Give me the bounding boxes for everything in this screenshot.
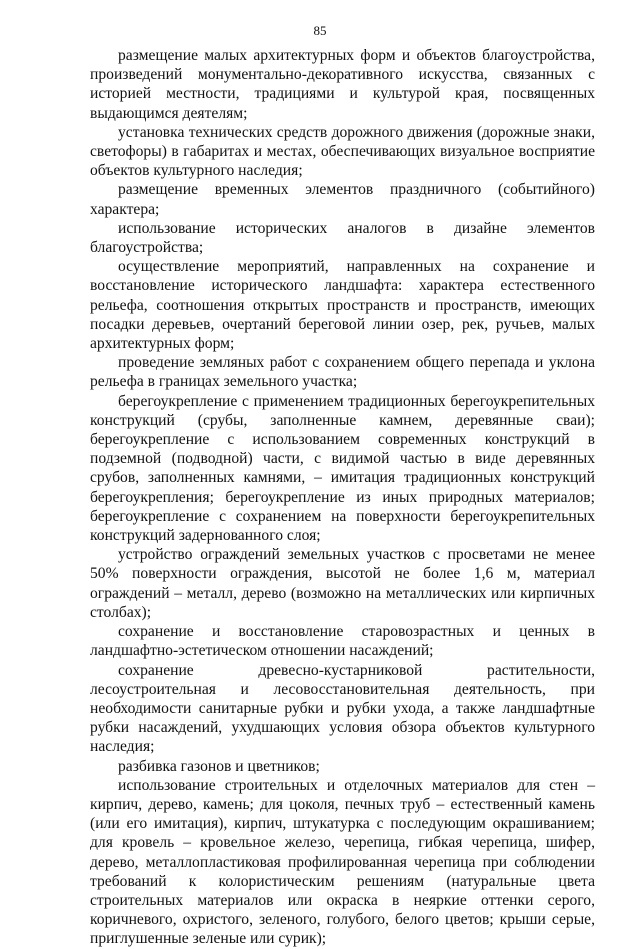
document-body [90, 46, 595, 949]
paragraph-earthworks: проведение земляных работ с сохранением общего перепада и уклона рельефа в границах земельного участка; [90, 354, 595, 391]
paragraph-lawns-flowerbeds: разбивка газонов и цветников; [118, 757, 320, 775]
paragraph-historical-landscape: осуществление мероприятий, направленных на сохранение и восстановление исторического ландшафта: характера естественного рельефа, соотношения открытых пространств и пространств, имеющих посадки деревьев, очертаний береговой линии озер, рек, ручьев, малых архитектурных форм; [90, 258, 595, 353]
paragraph-old-plantings: сохранение и восстановление старовозрастных и ценных в ландшафтно-эстетическом отношении насаждений; [90, 623, 595, 660]
paragraph-tree-shrub-vegetation: сохранение древесно-кустарниковой растительности, лесоустроительная и лесовосстановительная деятельность, при необходимости санитарные рубки и рубки ухода, а также ландшафтные рубки насаждений, ухудшающих условия обзора объектов культурного наследия; [90, 661, 595, 756]
paragraph-small-architectural-forms: размещение малых архитектурных форм и объектов благоустройства, произведений монументально-декоративного искусства, связанных с историей местности, традициями и культурой края, посвященных выдающимся деятелям; [90, 47, 595, 122]
page-number: 85 [313, 23, 327, 38]
paragraph-fencing: устройство ограждений земельных участков с просветами не менее 50% поверхности ограждения, высотой не более 1,6 м, материал ограждений – металл, дерево (возможно на металлических или кирпичных столбах); [90, 546, 595, 621]
paragraph-bank-protection: берегоукрепление с применением традиционных берегоукрепительных конструкций (срубы, заполненные камнем, деревянные сваи); берегоукрепление с использованием современных конструкций в подземной (подводной) части, с видимой частью в виде деревянных срубов, заполненных камнями, – имитация традиционных конструкций берегоукрепления; берегоукрепление из иных природных материалов; берегоукрепление с сохранением на поверхности берегоукрепительных конструкций задернованного слоя; [90, 392, 595, 545]
paragraph-traffic-control-devices: установка технических средств дорожного движения (дорожные знаки, светофоры) в габаритах и местах, обеспечивающих визуальное восприятие объектов культурного наследия; [90, 123, 595, 180]
paragraph-historical-analogues: использование исторических аналогов в дизайне элементов благоустройства; [90, 219, 595, 257]
paragraph-building-materials: использование строительных и отделочных материалов для стен – кирпич, дерево, камень; для цоколя, печных труб – естественный камень (или его имитация), кирпич, штукатурка с последующим окрашиванием; для кровель – кровельное железо, черепица, гибкая черепица, шифер, дерево, металлопластиковая профилированная черепица при соблюдении требований к колористическим решениям (натуральные цвета строительных материалов или окраска в неяркие оттенки серого, коричневого, охристого, зеленого, голубого, белого цветов; крыши серые, приглушенные зеленые или сурик); [90, 776, 595, 948]
paragraph-temporary-festive-elements: размещение временных элементов праздничного (событийного) характера; [90, 181, 595, 218]
